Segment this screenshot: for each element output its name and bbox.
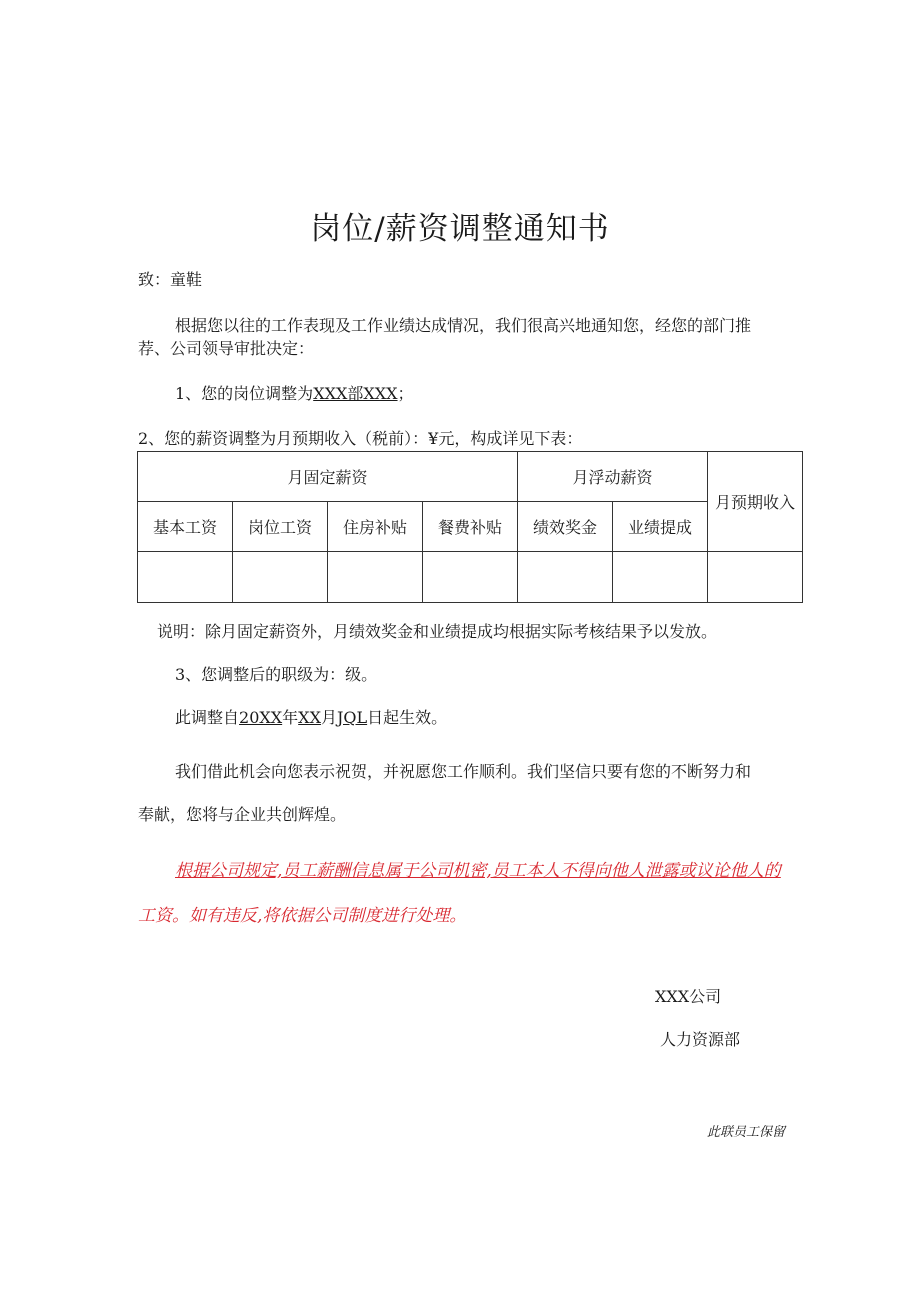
footer-note: 此联员工保留 (707, 1125, 786, 1140)
grade-line: 3、您调整后的职级为：级。 (175, 665, 378, 684)
effective-year: 20XX (239, 708, 283, 727)
col-meal-allowance: 餐费补贴 (423, 502, 518, 552)
effective-month-unit: 月 (320, 708, 337, 727)
signature-department: 人力资源部 (660, 1030, 741, 1049)
recipient-line: 致：童鞋 (138, 270, 203, 289)
table-note: 说明：除月固定薪资外，月绩效奖金和业绩提成均根据实际考核结果予以发放。 (157, 622, 718, 641)
effective-suffix: 日起生效。 (367, 708, 448, 727)
signature-company: XXX公司 (655, 987, 722, 1006)
effective-day: JQL (336, 708, 368, 727)
header-floating-salary: 月浮动薪资 (518, 452, 708, 502)
position-adjustment (175, 382, 414, 406)
confidential-line-2: 工资。如有违反,将依据公司制度进行处理。 (138, 906, 467, 926)
position-suffix: ； (397, 384, 414, 403)
salary-table (137, 451, 803, 603)
col-commission: 业绩提成 (613, 502, 708, 552)
wish-line-2: 奉献，您将与企业共创辉煌。 (138, 805, 347, 824)
effective-month: XX (298, 708, 321, 727)
col-position-salary: 岗位工资 (233, 502, 328, 552)
effective-date-line (175, 706, 447, 730)
intro-line-2: 荐、公司领导审批决定： (138, 339, 315, 358)
cell-position-salary (233, 552, 328, 603)
notice-title: 岗位/薪资调整通知书 (310, 211, 610, 247)
position-prefix: 1、您的岗位调整为 (175, 384, 314, 403)
cell-housing-allowance (328, 552, 423, 603)
intro-line-1: 根据您以往的工作表现及工作业绩达成情况，我们很高兴地通知您，经您的部门推 (175, 316, 752, 335)
table-row (138, 552, 803, 603)
effective-prefix: 此调整自 (175, 708, 240, 727)
cell-expected-income (708, 552, 803, 603)
cell-basic-salary (138, 552, 233, 603)
col-housing-allowance: 住房补贴 (328, 502, 423, 552)
cell-performance-bonus (518, 552, 613, 603)
position-value: XXX部XXX (313, 384, 398, 403)
col-basic-salary: 基本工资 (138, 502, 233, 552)
salary-adjustment-line: 2、您的薪资调整为月预期收入（税前）：¥元，构成详见下表： (138, 429, 583, 448)
cell-commission (613, 552, 708, 603)
header-fixed-salary: 月固定薪资 (138, 452, 518, 502)
wish-line-1: 我们借此机会向您表示祝贺，并祝愿您工作顺利。我们坚信只要有您的不断努力和 (175, 762, 752, 781)
col-performance-bonus: 绩效奖金 (518, 502, 613, 552)
header-expected-income: 月预期收入 (708, 452, 803, 552)
effective-year-unit: 年 (282, 708, 299, 727)
confidential-line-1 (175, 856, 781, 881)
confidential-text-1: 根据公司规定,员工薪酬信息属于公司机密,员工本人不得向他人泄露或议论他人的 (175, 861, 781, 881)
cell-meal-allowance (423, 552, 518, 603)
